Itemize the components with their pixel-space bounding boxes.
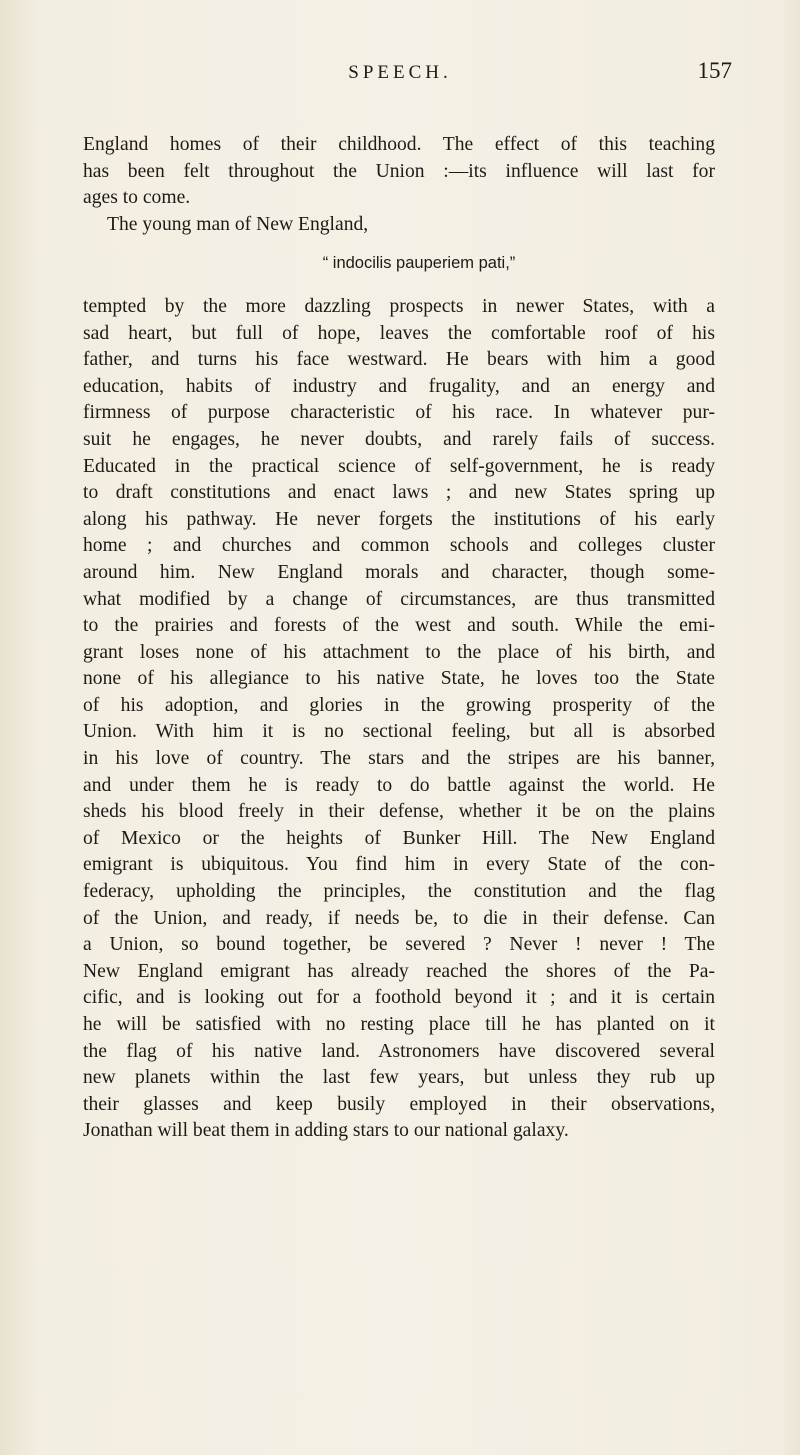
paragraph-3	[83, 294, 715, 1145]
text-line: sad heart, but full of hope, leaves the comfortable roof of his	[83, 322, 715, 344]
text-line: a Union, so bound together, be severed ? Never ! never ! The	[83, 934, 715, 956]
text-line: sheds his blood freely in their defense, whether it be on the plains	[83, 801, 715, 823]
text-line: of the Union, and ready, if needs be, to die in their defense. Can	[83, 907, 715, 929]
text-line: grant loses none of his attachment to the place of his birth, and	[83, 641, 715, 663]
text-line: he will be satisfied with no resting place till he has planted on it	[83, 1014, 715, 1035]
text-line: has been felt throughout the Union :—its influence will last for	[83, 160, 715, 182]
text-line: Jonathan will beat them in adding stars to our national galaxy.	[83, 1120, 569, 1142]
text-line: none of his allegiance to his native State, he loves too the State	[83, 668, 715, 690]
text-line: to draft constitutions and enact laws ; and new States spring up	[83, 482, 715, 504]
text-line: their glasses and keep busily employed in their observations,	[83, 1093, 715, 1115]
text-line: emigrant is ubiquitous. You find him in every State of the con-	[83, 854, 715, 876]
text-line: in his love of country. The stars and the stripes are his banner,	[83, 748, 715, 770]
running-title: SPEECH.	[348, 62, 452, 83]
text-line: New England emigrant has already reached the shores of the Pa-	[83, 960, 715, 982]
text-line: of Mexico or the heights of Bunker Hill. The New England	[83, 827, 715, 849]
text-line: tempted by the more dazzling prospects in newer States, with a	[83, 295, 715, 317]
text-line: Educated in the practical science of self-government, he is ready	[83, 455, 715, 477]
page-number: 157	[697, 58, 732, 83]
paragraph-2	[83, 212, 715, 239]
text-line: new planets within the last few years, but unless they rub up	[83, 1067, 715, 1089]
paragraph-1	[83, 132, 715, 212]
text-line: firmness of purpose characteristic of his race. In whatever pur-	[83, 402, 715, 424]
text-line: suit he engages, he never doubts, and rarely fails of success.	[83, 428, 715, 450]
text-line: father, and turns his face westward. He bears with him a good	[83, 349, 715, 371]
text-line: of his adoption, and glories in the growing prosperity of the	[83, 694, 715, 716]
text-line: home ; and churches and common schools and colleges cluster	[83, 535, 715, 557]
text-line: to the prairies and forests of the west and south. While the emi-	[83, 615, 715, 637]
text-line: and under them he is ready to do battle against the world. He	[83, 774, 715, 796]
text-line: what modified by a change of circumstances, are thus transmitted	[83, 588, 715, 610]
running-head	[80, 58, 732, 90]
latin-quote: “ indocilis pauperiem pati,”	[322, 254, 516, 273]
text-line: education, habits of industry and frugality, and an energy and	[83, 375, 715, 397]
text-line: Union. With him it is no sectional feeling, but all is absorbed	[83, 721, 715, 743]
text-line: the flag of his native land. Astronomers have discovered several	[83, 1040, 715, 1062]
text-line: England homes of their childhood. The effect of this teaching	[83, 134, 715, 155]
text-line: ages to come.	[83, 187, 191, 209]
text-line: The young man of New England,	[107, 213, 369, 235]
text-line: around him. New England morals and character, though some-	[83, 561, 715, 583]
text-line: federacy, upholding the principles, the constitution and the flag	[83, 881, 715, 903]
text-line: along his pathway. He never forgets the institutions of his early	[83, 508, 715, 530]
text-line: cific, and is looking out for a foothold beyond it ; and it is certain	[83, 987, 715, 1009]
body-text	[83, 132, 715, 1145]
